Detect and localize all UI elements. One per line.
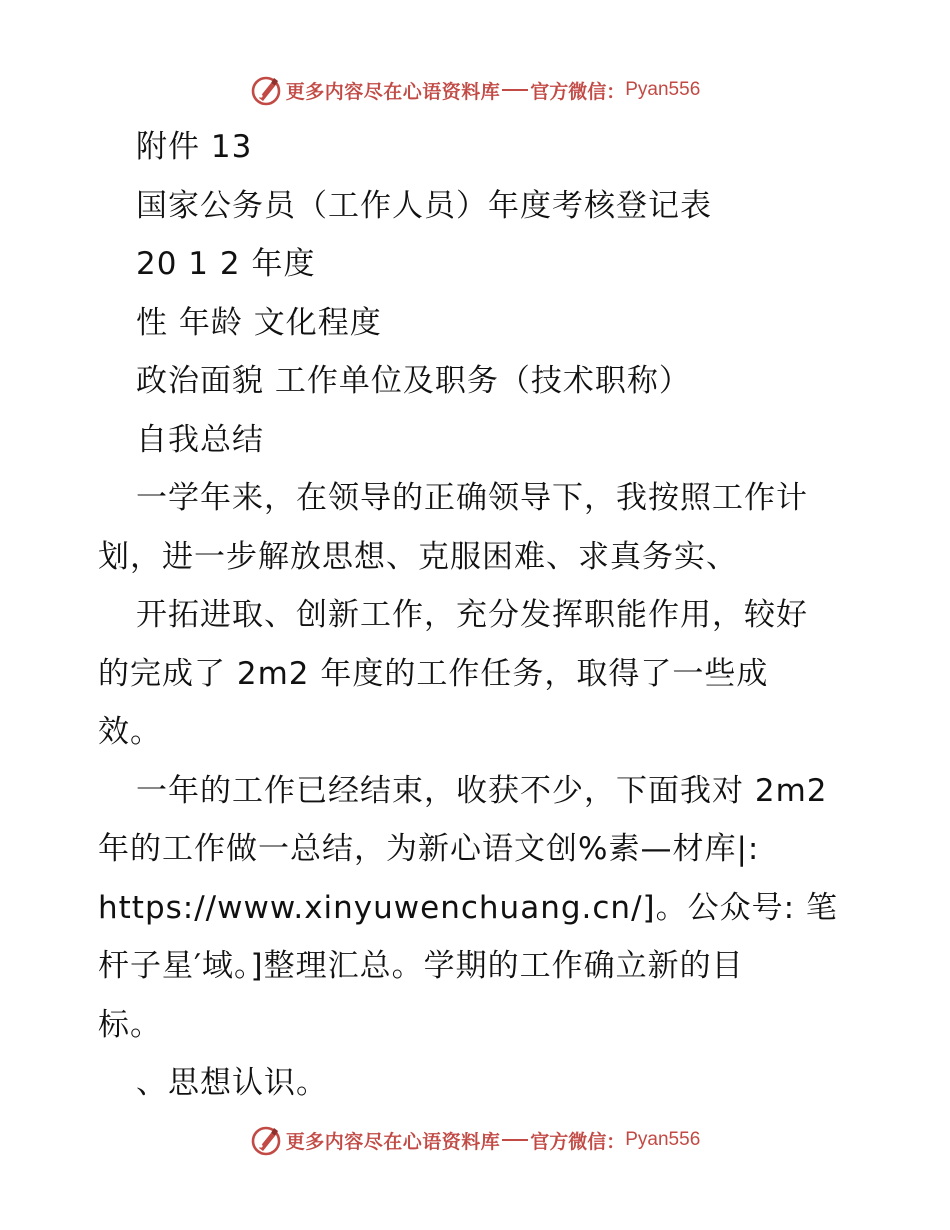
banner-wechat-label: 官方微信： (530, 80, 626, 103)
banner-wechat-id: Pyan556 (625, 1129, 701, 1150)
paragraph-line: 杆子星′域。]整理汇总。学期的工作确立新的目 (98, 948, 744, 984)
banner-dash (502, 1139, 528, 1141)
paragraph-line: 年的工作做一总结，为新心语文创%素—材库|: (98, 831, 760, 867)
section-heading-self-summary: 自我总结 (136, 421, 264, 458)
banner-text: 更多内容尽在心语资料库 (285, 1130, 501, 1153)
paragraph-line: 开拓进取、创新工作，充分发挥职能作用，较好 (136, 597, 808, 633)
paragraph-line: 效。 (98, 714, 162, 750)
banner-dash (502, 89, 528, 91)
header-watermark-banner (0, 70, 950, 110)
attachment-number: 附件 13 (136, 129, 253, 165)
form-fields-row-1: 性 年龄 文化程度 (136, 304, 382, 341)
paragraph-line: 的完成了 2m2 年度的工作任务，取得了一些成 (98, 655, 769, 692)
banner-wechat-id: Pyan556 (625, 79, 701, 100)
form-title: 国家公务员（工作人员）年度考核登记表 (136, 187, 712, 224)
banner-text: 更多内容尽在心语资料库 (285, 80, 501, 103)
pen-logo-icon (250, 1124, 282, 1156)
footer-watermark-banner (0, 1120, 950, 1160)
pen-logo-icon (250, 74, 282, 106)
document-body (98, 118, 858, 1113)
paragraph-line: 一学年来，在领导的正确领导下，我按照工作计 (136, 480, 808, 516)
paragraph-line: https://www.xinyuwenchuang.cn/]。公众号: 笔 (98, 889, 838, 926)
form-year: 20 1 2 年度 (136, 246, 316, 282)
section-heading-thought: 、思想认识。 (136, 1065, 328, 1101)
paragraph-line: 一年的工作已经结束，收获不少，下面我对 2m2 (136, 772, 828, 809)
form-fields-row-2: 政治面貌 工作单位及职务（技术职称） (136, 363, 691, 399)
paragraph-line: 标。 (98, 1006, 162, 1043)
paragraph-line: 划，进一步解放思想、克服困难、求真务实、 (98, 538, 738, 575)
banner-wechat-label: 官方微信： (530, 1130, 626, 1153)
